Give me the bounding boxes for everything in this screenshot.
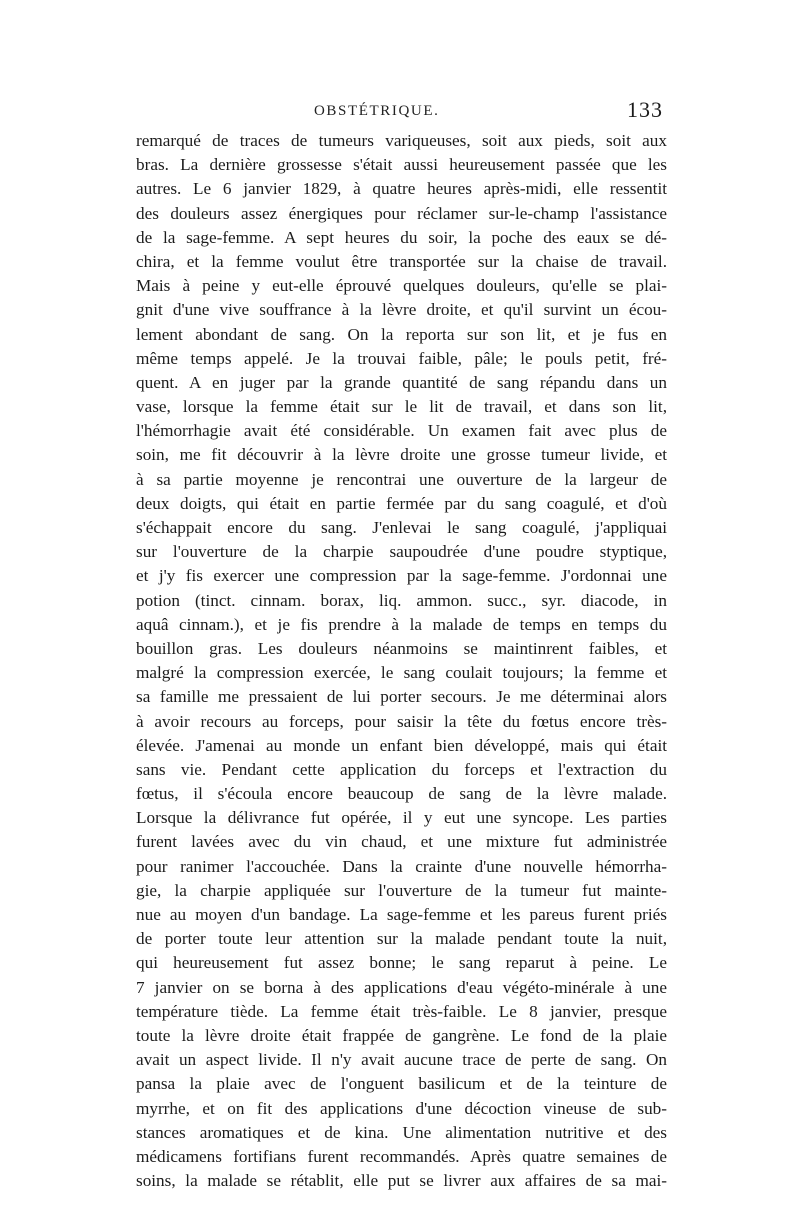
- text-line: l'hémorrhagie avait été considérable. Un examen fait avec plus de: [136, 421, 667, 441]
- text-line: lement abondant de sang. On la reporta sur son lit, et je fus en: [136, 324, 667, 344]
- text-line: Mais à peine y eut-elle éprouvé quelques douleurs, qu'elle se plai-: [136, 276, 667, 296]
- text-line: sans vie. Pendant cette application du forceps et l'extraction du: [136, 759, 667, 779]
- text-line: à avoir recours au forceps, pour saisir la tête du fœtus encore très-: [136, 711, 667, 731]
- running-title: OBSTÉTRIQUE.: [314, 103, 440, 119]
- text-line: 7 janvier on se borna à des applications d'eau végéto-minérale à une: [136, 977, 667, 997]
- text-line: sa famille me pressaient de lui porter secours. Je me déterminai alors: [136, 687, 667, 707]
- text-line: malgré la compression exercée, le sang coulait toujours; la femme et: [136, 663, 667, 683]
- text-line: de porter toute leur attention sur la malade pendant toute la nuit,: [136, 929, 667, 949]
- text-line: potion (tinct. cinnam. borax, liq. ammon. succ., syr. diacode, in: [136, 590, 667, 610]
- text-line: toute la lèvre droite était frappée de gangrène. Le fond de la plaie: [136, 1025, 667, 1045]
- text-line: nue au moyen d'un bandage. La sage-femme et les pareus furent priés: [136, 905, 667, 924]
- text-line: température tiède. La femme était très-faible. Le 8 janvier, presque: [136, 1001, 667, 1021]
- text-line: vase, lorsque la femme était sur le lit de travail, et dans son lit,: [136, 397, 667, 417]
- page-number: 133: [627, 97, 663, 122]
- text-line: et j'y fis exercer une compression par la sage-femme. J'ordonnai une: [136, 566, 667, 586]
- text-line: à sa partie moyenne je rencontrai une ouverture de la largeur de: [136, 469, 667, 489]
- text-line: remarqué de traces de tumeurs variqueuses, soit aux pieds, soit aux: [136, 131, 667, 150]
- text-line: avait un aspect livide. Il n'y avait aucune trace de perte de sang. On: [136, 1050, 667, 1070]
- text-line: fœtus, il s'écoula encore beaucoup de sang de la lèvre malade.: [136, 784, 667, 804]
- body-text: [136, 129, 667, 1193]
- text-line: bouillon gras. Les douleurs néanmoins se maintinrent faibles, et: [136, 638, 667, 658]
- text-line: sur l'ouverture de la charpie saupoudrée d'une poudre styptique,: [136, 542, 667, 562]
- text-line: pansa la plaie avec de l'onguent basilicum et de la teinture de: [136, 1074, 667, 1094]
- text-line: quent. A en juger par la grande quantité de sang répandu dans un: [136, 372, 667, 392]
- text-line: médicamens fortifians furent recommandés. Après quatre semaines de: [136, 1146, 667, 1166]
- text-line: de la sage-femme. A sept heures du soir, la poche des eaux se dé-: [136, 227, 667, 247]
- text-line: soins, la malade se rétablit, elle put se livrer aux affaires de sa mai-: [136, 1171, 667, 1191]
- text-line: Lorsque la délivrance fut opérée, il y eut une syncope. Les parties: [136, 808, 667, 828]
- text-line: myrrhe, et on fit des applications d'une décoction vineuse de sub-: [136, 1098, 667, 1118]
- text-line: autres. Le 6 janvier 1829, à quatre heures après-midi, elle ressentit: [136, 179, 667, 199]
- text-line: élevée. J'amenai au monde un enfant bien développé, mais qui était: [136, 735, 667, 755]
- text-line: aquâ cinnam.), et je fis prendre à la malade de temps en temps du: [136, 614, 667, 634]
- text-line: qui heureusement fut assez bonne; le sang reparut à peine. Le: [136, 953, 667, 973]
- text-line: gie, la charpie appliquée sur l'ouverture de la tumeur fut mainte-: [136, 880, 667, 900]
- text-line: pour ranimer l'accouchée. Dans la crainte d'une nouvelle hémorrha-: [136, 856, 667, 876]
- text-line: s'échappait encore du sang. J'enlevai le sang coagulé, j'appliquai: [136, 518, 667, 537]
- text-line: stances aromatiques et de kina. Une alimentation nutritive et des: [136, 1122, 667, 1142]
- text-line: des douleurs assez énergiques pour réclamer sur-le-champ l'assistance: [136, 203, 667, 223]
- text-line: chira, et la femme voulut être transportée sur la chaise de travail.: [136, 251, 667, 271]
- text-line: bras. La dernière grossesse s'était aussi heureusement passée que les: [136, 155, 667, 175]
- text-line: furent lavées avec du vin chaud, et une mixture fut administrée: [136, 832, 667, 852]
- text-line: soin, me fit découvrir à la lèvre droite une grosse tumeur livide, et: [136, 445, 667, 465]
- text-line: même temps appelé. Je la trouvai faible, pâle; le pouls petit, fré-: [136, 348, 667, 368]
- running-head: [136, 95, 667, 127]
- text-line: deux doigts, qui était en partie fermée par du sang coagulé, et d'où: [136, 493, 667, 513]
- text-line: gnit d'une vive souffrance à la lèvre droite, et qu'il survint un écou-: [136, 300, 667, 320]
